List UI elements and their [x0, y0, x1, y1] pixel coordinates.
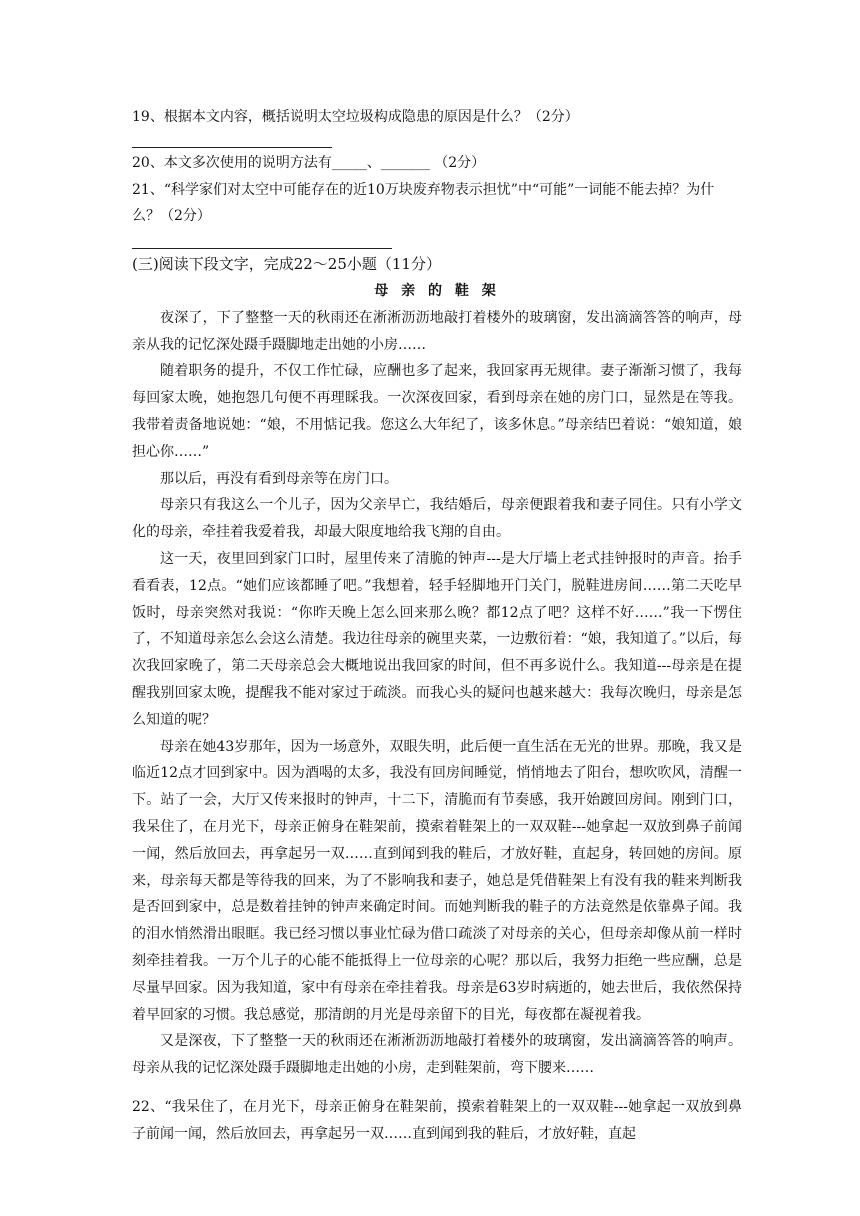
article-title: 母 亲 的 鞋 架	[374, 282, 500, 299]
article-paragraph: 母亲只有我这么一个儿子，因为父亲早亡，我结婚后，母亲便跟着我和妻子同住。只有小学文化的母亲，牵挂着我爱着我，却最大限度地给我飞翔的自由。	[132, 497, 742, 541]
article-paragraph: 这一天，夜里回到家门口时，屋里传来了清脆的钟声---是大厅墙上老式挂钟报时的声音。抬手看看表，12点。“她们应该都睡了吧。”我想着，轻手轻脚地开门关门，脱鞋进房间……第二天吃早饭时，母亲突然对我说：“你昨天晚上怎么回来那么晚？都12点了吧？这样不好……”我一下愣住了，不知道母亲怎么会这么清楚。我边往母亲的碗里夹菜，一边敷衍着：“娘，我知道了。”以后，每次我回家晚了，第二天母亲总会大概地说出我回家的时间，但不再多说什么。我知道---母亲是在提醒我别回家太晚，提醒我不能对家过于疏淡。而我心头的疑问也越来越大：我每次晚归，母亲是怎么知道的呢？	[132, 550, 742, 728]
question-22: 22、“我呆住了，在月光下，母亲正俯身在鞋架前，摸索着鞋架上的一双双鞋---她拿起一双放到鼻子前闻一闻，然后放回去，再拿起另一双……直到闻到我的鞋后，才放好鞋，直起	[132, 1098, 742, 1142]
exam-page	[132, 104, 742, 1147]
section-heading: (三)阅读下段文字，完成22～25小题（11分）	[132, 255, 441, 274]
answer-line-19	[132, 147, 332, 148]
question-20: 20、本文多次使用的说明方法有_____、_______ （2分）	[132, 154, 486, 171]
article-paragraph: 夜深了，下了整整一天的秋雨还在淅淅沥沥地敲打着楼外的玻璃窗，发出滴滴答答的响声，母亲从我的记忆深处蹑手蹑脚地走出她的小房……	[132, 309, 742, 353]
answer-line-21	[132, 248, 392, 249]
question-19: 19、根据本文内容，概括说明太空垃圾构成隐患的原因是什么？（2分）	[132, 109, 579, 125]
article-paragraph: 那以后，再没有看到母亲等在房门口。	[160, 470, 398, 487]
article-paragraph: 又是深夜，下了整整一天的秋雨还在淅淅沥沥地敲打着楼外的玻璃窗，发出滴滴答答的响声。母亲从我的记忆深处蹑手蹑脚地走出她的小房，走到鞋架前，弯下腰来……	[132, 1033, 742, 1077]
question-21: 21、“科学家们对太空中可能存在的近10万块废弃物表示担忧”中“可能”一词能不能去掉？为什么？（2分）	[132, 181, 715, 225]
article-paragraph: 随着职务的提升，不仅工作忙碌，应酬也多了起来，我回家再无规律。妻子渐渐习惯了，我每每回家太晚，她抱怨几句便不再理睬我。一次深夜回家，看到母亲在她的房门口，显然是在等我。我带着责备地说她：“娘，不用惦记我。您这么大年纪了，该多休息。”母亲结巴着说：“娘知道，娘担心你……”	[132, 363, 742, 460]
article-paragraph: 母亲在她43岁那年，因为一场意外，双眼失明，此后便一直生活在无光的世界。那晚，我又是临近12点才回到家中。因为酒喝的太多，我没有回房间睡觉，悄悄地去了阳台，想吹吹风，清醒一下。站了一会，大厅又传来报时的钟声，十二下，清脆而有节奏感，我开始踱回房间。刚到门口，我呆住了，在月光下，母亲正俯身在鞋架前，摸索着鞋架上的一双双鞋---她拿起一双放到鼻子前闻一闻，然后放回去，再拿起另一双……直到闻到我的鞋后，才放好鞋，直起身，转回她的房间。原来，母亲每天都是等待我的回来，为了不影响我和妻子，她总是凭借鞋架上有没有我的鞋来判断我是否回到家中，总是数着挂钟的钟声来确定时间。而她判断我的鞋子的方法竟然是依靠鼻子闻。我的泪水悄然滑出眼眶。我已经习惯以事业忙碌为借口疏淡了对母亲的关心，但母亲却像从前一样时刻牵挂着我。一万个儿子的心能不能抵得上一位母亲的心呢？那以后，我努力拒绝一些应酬，总是尽量早回家。因为我知道，家中有母亲在牵挂着我。母亲是63岁时病逝的，她去世后，我依然保持着早回家的习惯。我总感觉，那清朗的月光是母亲留下的目光，每夜都在凝视着我。	[132, 738, 742, 1023]
